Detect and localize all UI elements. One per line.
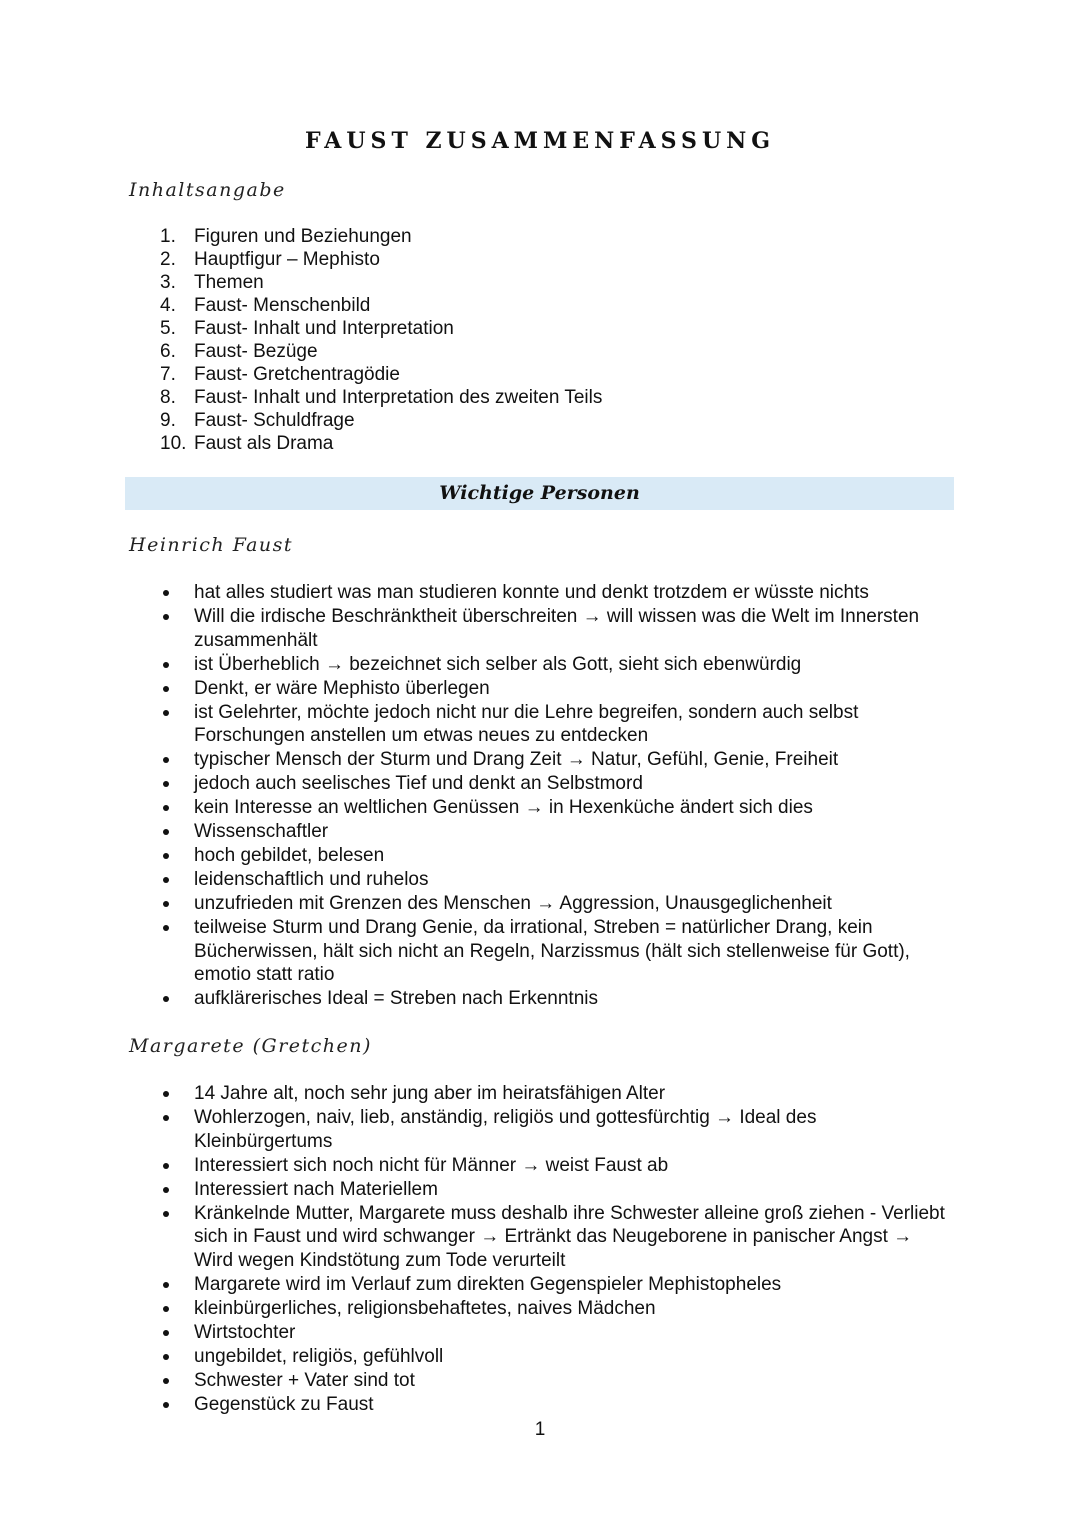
- document-title: FAUST ZUSAMMENFASSUNG: [304, 128, 776, 154]
- list-item: ist Gelehrter, möchte jedoch nicht nur die Lehre begreifen, sondern auch selbst Forschungen anstellen um etwas neues zu entdecken: [163, 701, 953, 748]
- toc-item: 10. Faust als Drama: [160, 433, 334, 454]
- toc-item: 7. Faust- Gretchentragödie: [160, 364, 400, 385]
- table-of-contents: [160, 225, 602, 455]
- list-item: hoch gebildet, belesen: [163, 844, 953, 868]
- toc-item: 2. Hauptfigur – Mephisto: [160, 249, 380, 270]
- list-item: Wirtstochter: [163, 1321, 953, 1345]
- faust-heading: Heinrich Faust: [129, 534, 294, 556]
- list-item: Wohlerzogen, naiv, lieb, anständig, religiös und gottesfürchtig → Ideal des Kleinbürgertums: [163, 1106, 953, 1153]
- list-item: jedoch auch seelisches Tief und denkt an Selbstmord: [163, 772, 953, 796]
- list-item: Denkt, er wäre Mephisto überlegen: [163, 677, 953, 701]
- list-item: Kränkelnde Mutter, Margarete muss deshalb ihre Schwester alleine groß ziehen - Verliebt sich in Faust und wird schwanger → Ertränkt das Neugeborene in panischer Angst → Wird wegen Kindstötung zum Tode verurteilt: [163, 1202, 953, 1273]
- gretchen-heading: Margarete (Gretchen): [129, 1035, 372, 1057]
- list-item: kleinbürgerliches, religionsbehaftetes, naives Mädchen: [163, 1297, 953, 1321]
- toc-item: 9. Faust- Schuldfrage: [160, 410, 355, 431]
- toc-heading: Inhaltsangabe: [129, 179, 286, 201]
- list-item: Interessiert sich noch nicht für Männer → weist Faust ab: [163, 1154, 953, 1178]
- list-item: ist Überheblich → bezeichnet sich selber als Gott, sieht sich ebenwürdig: [163, 653, 953, 677]
- section-banner: [125, 477, 954, 510]
- list-item: Wissenschaftler: [163, 820, 953, 844]
- page-number: 1: [534, 1419, 546, 1440]
- list-item: Margarete wird im Verlauf zum direkten Gegenspieler Mephistopheles: [163, 1273, 953, 1297]
- faust-traits-list: [163, 581, 953, 1011]
- list-item: kein Interesse an weltlichen Genüssen → in Hexenküche ändert sich dies: [163, 796, 953, 820]
- toc-item: 6. Faust- Bezüge: [160, 341, 318, 362]
- section-banner-title: Wichtige Personen: [439, 482, 640, 504]
- toc-item: 3. Themen: [160, 272, 264, 293]
- list-item: teilweise Sturm und Drang Genie, da irrational, Streben = natürlicher Drang, kein Bücherwissen, hält sich nicht an Regeln, Narzissmus (hält sich stellenweise für Gott), emotio statt ratio: [163, 916, 953, 987]
- list-item: ungebildet, religiös, gefühlvoll: [163, 1345, 953, 1369]
- toc-item: 1. Figuren und Beziehungen: [160, 226, 412, 247]
- list-item: aufklärerisches Ideal = Streben nach Erkenntnis: [163, 987, 953, 1011]
- list-item: leidenschaftlich und ruhelos: [163, 868, 953, 892]
- gretchen-traits-list: [163, 1082, 953, 1417]
- list-item: hat alles studiert was man studieren konnte und denkt trotzdem er wüsste nichts: [163, 581, 953, 605]
- list-item: 14 Jahre alt, noch sehr jung aber im heiratsfähigen Alter: [163, 1082, 953, 1106]
- toc-item: 8. Faust- Inhalt und Interpretation des zweiten Teils: [160, 387, 603, 408]
- toc-item: 4. Faust- Menschenbild: [160, 295, 371, 316]
- list-item: Will die irdische Beschränktheit überschreiten → will wissen was die Welt im Innersten zusammenhält: [163, 605, 953, 652]
- list-item: Interessiert nach Materiellem: [163, 1178, 953, 1202]
- list-item: typischer Mensch der Sturm und Drang Zeit → Natur, Gefühl, Genie, Freiheit: [163, 748, 953, 772]
- list-item: unzufrieden mit Grenzen des Menschen → Aggression, Unausgeglichenheit: [163, 892, 953, 916]
- list-item: Schwester + Vater sind tot: [163, 1369, 953, 1393]
- list-item: Gegenstück zu Faust: [163, 1393, 953, 1417]
- toc-item: 5. Faust- Inhalt und Interpretation: [160, 318, 454, 339]
